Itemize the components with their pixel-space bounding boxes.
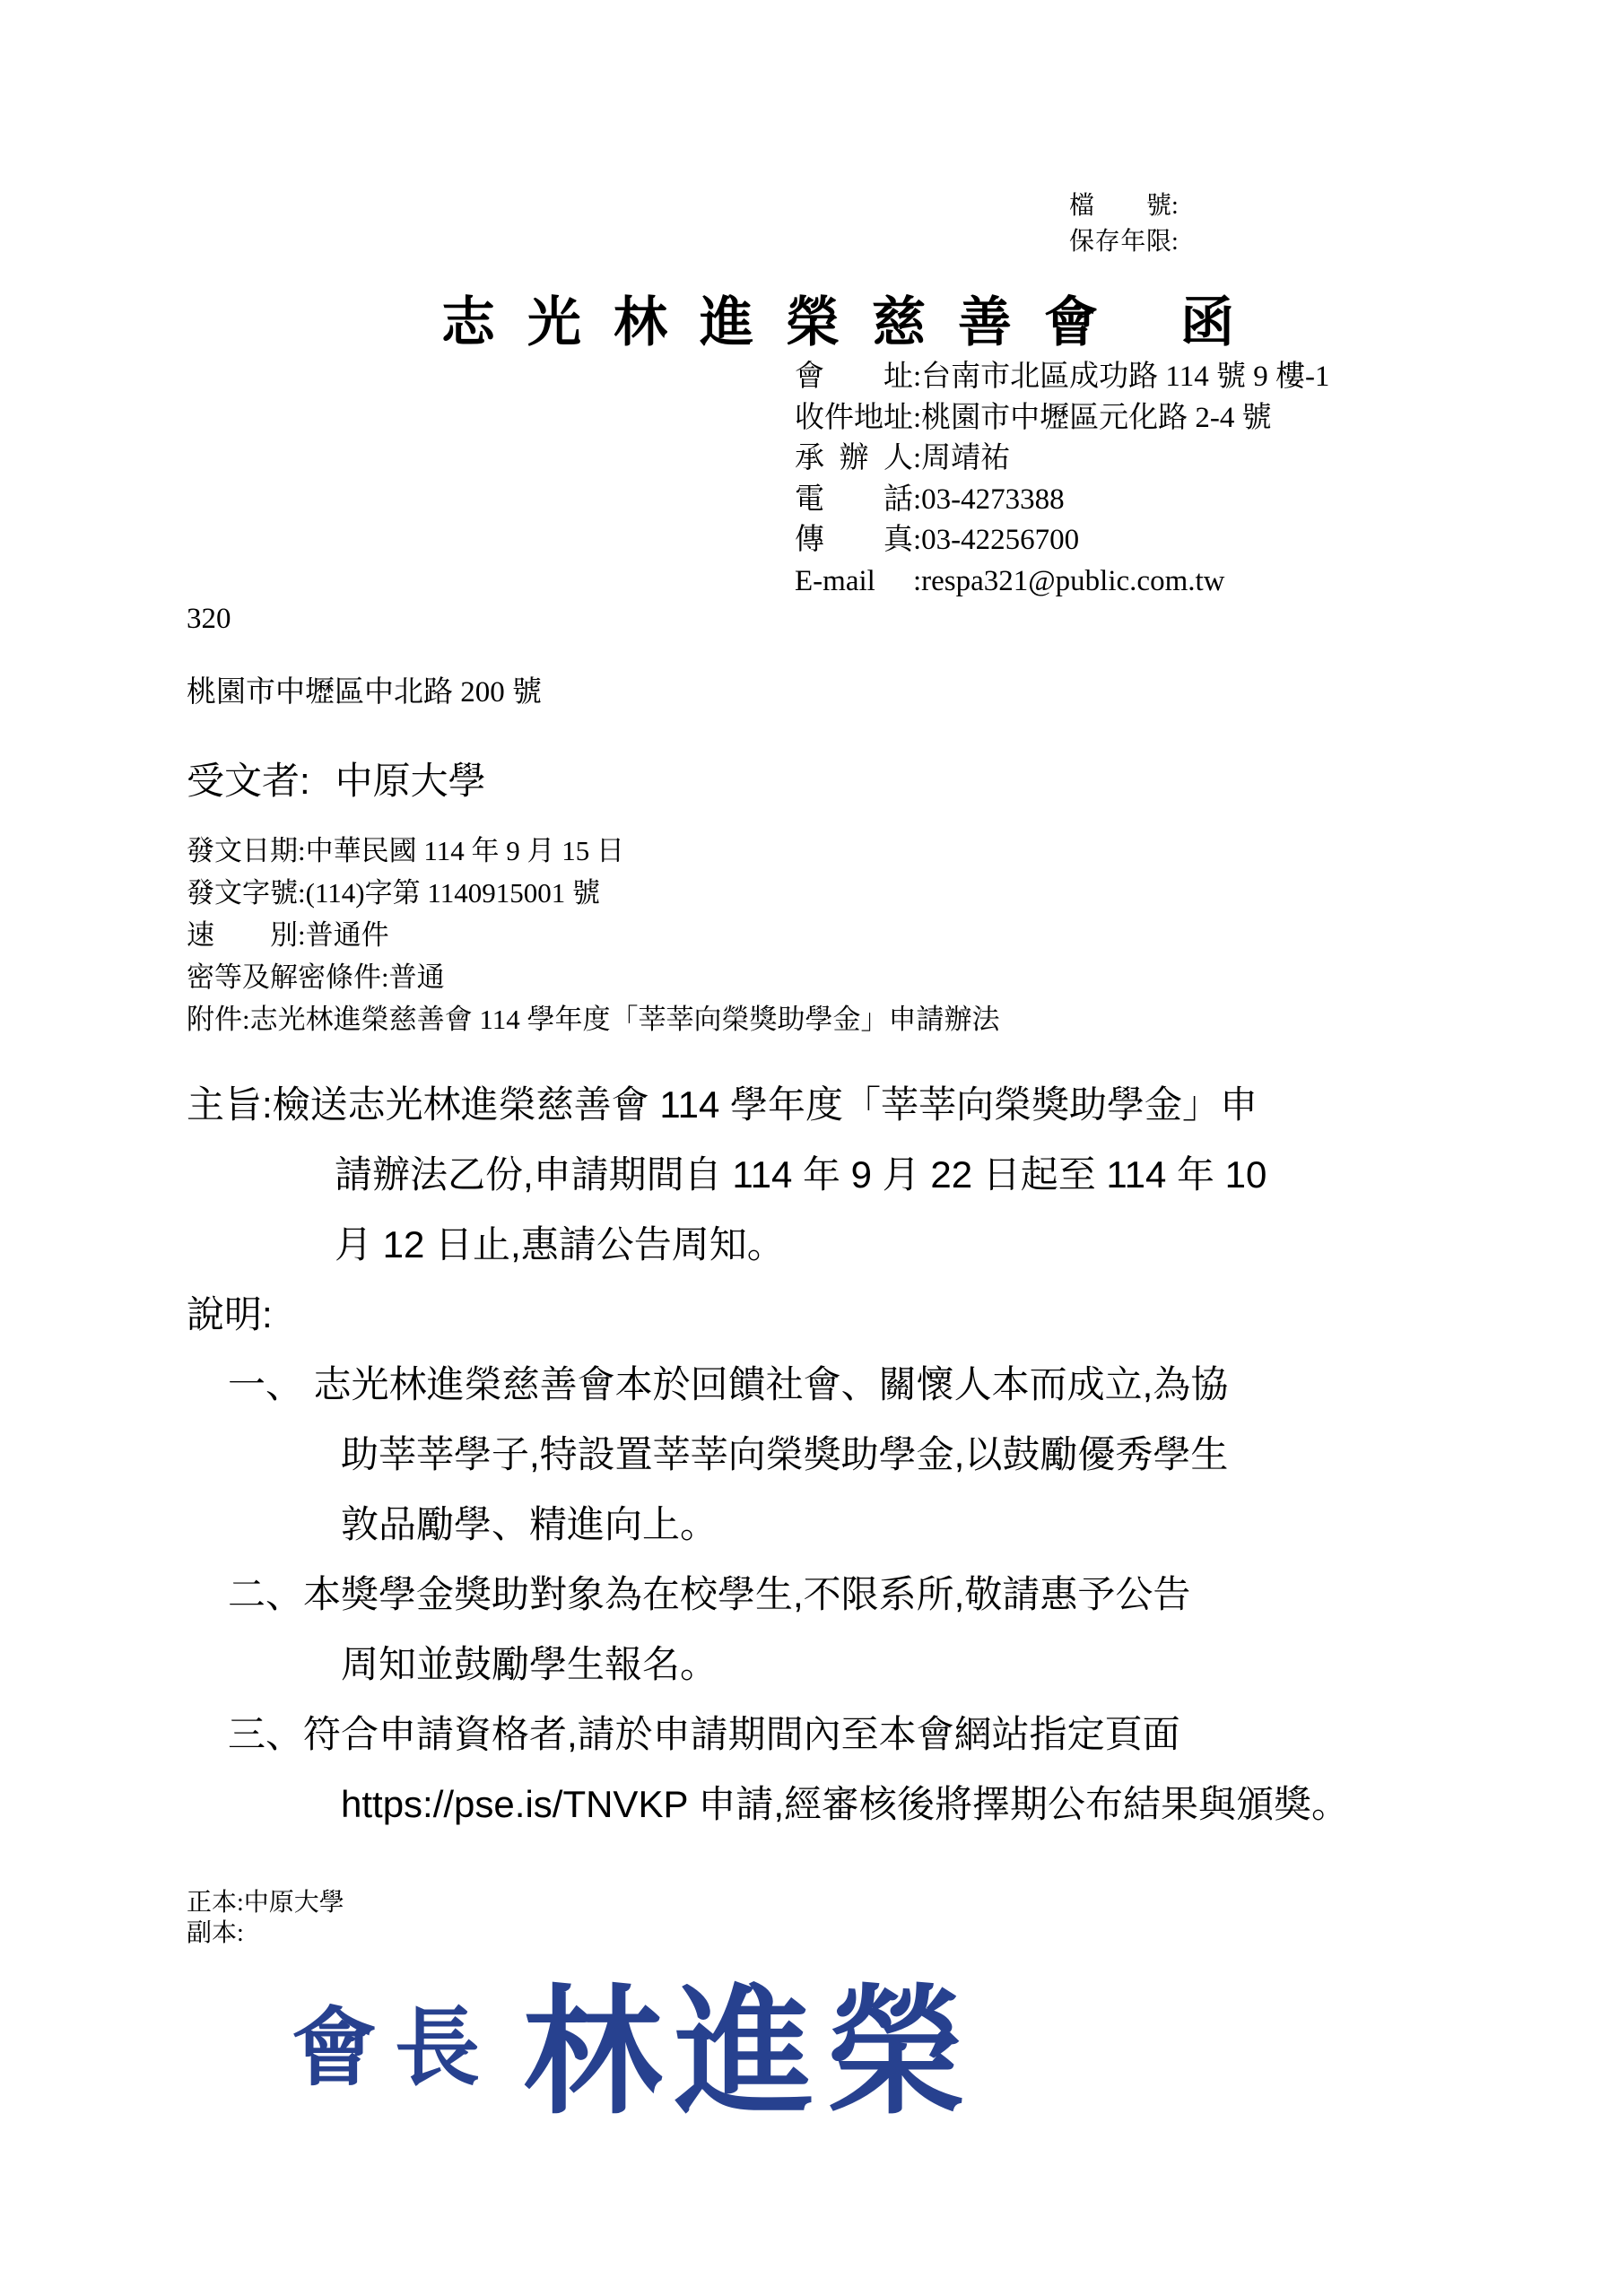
document-type: 函 [1180,293,1234,352]
sender-value-mailing-address: 桃園市中壢區元化路 2-4 號 [921,401,1272,434]
sender-value-phone: 03-4273388 [921,483,1065,516]
meta-row-classification [187,956,999,998]
meta-label-attachment: 附件 [187,1004,242,1035]
sender-colon: : [913,401,922,434]
sender-value-email: respa321@public.com.tw [921,564,1225,597]
sender-label-contact-person: 承辦人 [795,442,913,474]
retention-label: 保存年限 [1069,228,1171,256]
meta-label-classification: 密等及解密條件 [187,961,381,993]
sender-label-email: E-mail [795,564,875,597]
meta-colon: : [298,919,306,951]
sender-label-phone: 電話 [795,483,913,516]
meta-row-doc-number [187,872,999,914]
meta-label-doc-number: 發文字號 [187,877,298,909]
sender-colon: : [913,442,922,474]
description-item-line: 一、 志光林進榮慈善會本於回饋社會、關懷人本而成立,為協 [228,1363,1229,1405]
sender-row-contact-person [795,439,1329,480]
meta-value-issue-date: 中華民國 114 年 9 月 15 日 [305,835,624,866]
description-item-line: 二、本獎學金獎助對象為在校學生,不限系所,敬請惠予公告 [228,1573,1191,1615]
original-copy-row [187,1888,344,1918]
sender-label-mailing-address: 收件地址 [795,401,913,434]
recipient-postal-code: 320 [187,603,231,635]
retention-colon: : [1171,228,1179,256]
recipient-label: 受文者: [187,760,310,802]
sender-row-phone [795,480,1329,521]
recipient-name: 中原大學 [335,760,486,802]
letter-body [187,1070,1505,1839]
file-number-label: 檔號 [1069,192,1171,220]
meta-label-speed: 速別 [187,919,298,951]
document-title [441,280,1234,357]
meta-block [187,830,999,1040]
sender-info-block [795,357,1329,602]
description-item-line: https://pse.is/TNVKP 申請,經審核後將擇期公布結果與頒獎。 [341,1783,1350,1825]
retention-row [1069,224,1179,260]
description-item-line: 周知並鼓勵學生報名。 [341,1643,718,1685]
subject-line: 主旨:檢送志光林進榮慈善會 114 學年度「莘莘向榮獎助學金」申 [187,1083,1258,1126]
sender-label-fax: 傳真 [795,524,913,556]
file-number-row [1069,188,1179,224]
sender-colon: : [913,361,922,393]
subject-line: 月 12 日止,惠請公告周知。 [335,1223,785,1265]
meta-row-issue-date [187,830,999,872]
original-copy-label: 正本: [187,1889,244,1917]
file-number-colon: : [1171,192,1179,220]
meta-label-issue-date: 發文日期 [187,835,298,866]
sender-colon: : [913,483,922,516]
meta-value-speed: 普通件 [305,919,389,951]
meta-value-attachment: 志光林進榮慈善會 114 學年度「莘莘向榮獎助學金」申請辦法 [249,1004,1000,1035]
meta-colon: : [298,877,306,909]
chairman-signature [292,1942,978,2141]
recipient-line [187,752,486,805]
meta-value-doc-number: (114)字第 1140915001 號 [305,877,600,909]
sender-label-address: 會址 [795,361,913,393]
subject-line: 請辦法乙份,申請期間自 114 年 9 月 22 日起至 114 年 10 [335,1153,1267,1196]
meta-colon: : [381,961,389,993]
copies-block [187,1888,344,1949]
signature-name: 林進榮 [523,1977,979,2131]
sender-colon: : [913,564,922,597]
description-item-line: 敦品勵學、精進向上。 [341,1503,718,1545]
organization-name: 志光林進榮慈善會 [441,293,1130,352]
meta-colon: : [298,835,306,866]
file-number-block [1069,188,1179,260]
original-copy-value: 中原大學 [243,1889,344,1917]
sender-value-address: 台南市北區成功路 114 號 9 樓-1 [921,361,1330,393]
signature-title: 會長 [292,2001,499,2096]
sender-colon: : [913,524,922,556]
meta-row-attachment [187,998,999,1040]
meta-value-classification: 普通 [388,961,445,993]
sender-row-fax [795,520,1329,561]
sender-row-email [795,561,1329,603]
recipient-address: 桃園市中壢區中北路 200 號 [187,676,542,709]
meta-colon: : [242,1004,250,1035]
description-heading: 說明: [187,1293,273,1335]
sender-row-address [795,357,1329,398]
sender-value-contact-person: 周靖祐 [921,442,1011,474]
description-item-line: 助莘莘學子,特設置莘莘向榮獎助學金,以鼓勵優秀學生 [341,1433,1229,1475]
sender-row-mailing-address [795,398,1329,439]
meta-row-speed [187,914,999,956]
carbon-copy-label: 副本: [187,1919,244,1947]
description-item-line: 三、符合申請資格者,請於申請期間內至本會網站指定頁面 [228,1713,1180,1755]
sender-value-fax: 03-42256700 [921,524,1080,556]
